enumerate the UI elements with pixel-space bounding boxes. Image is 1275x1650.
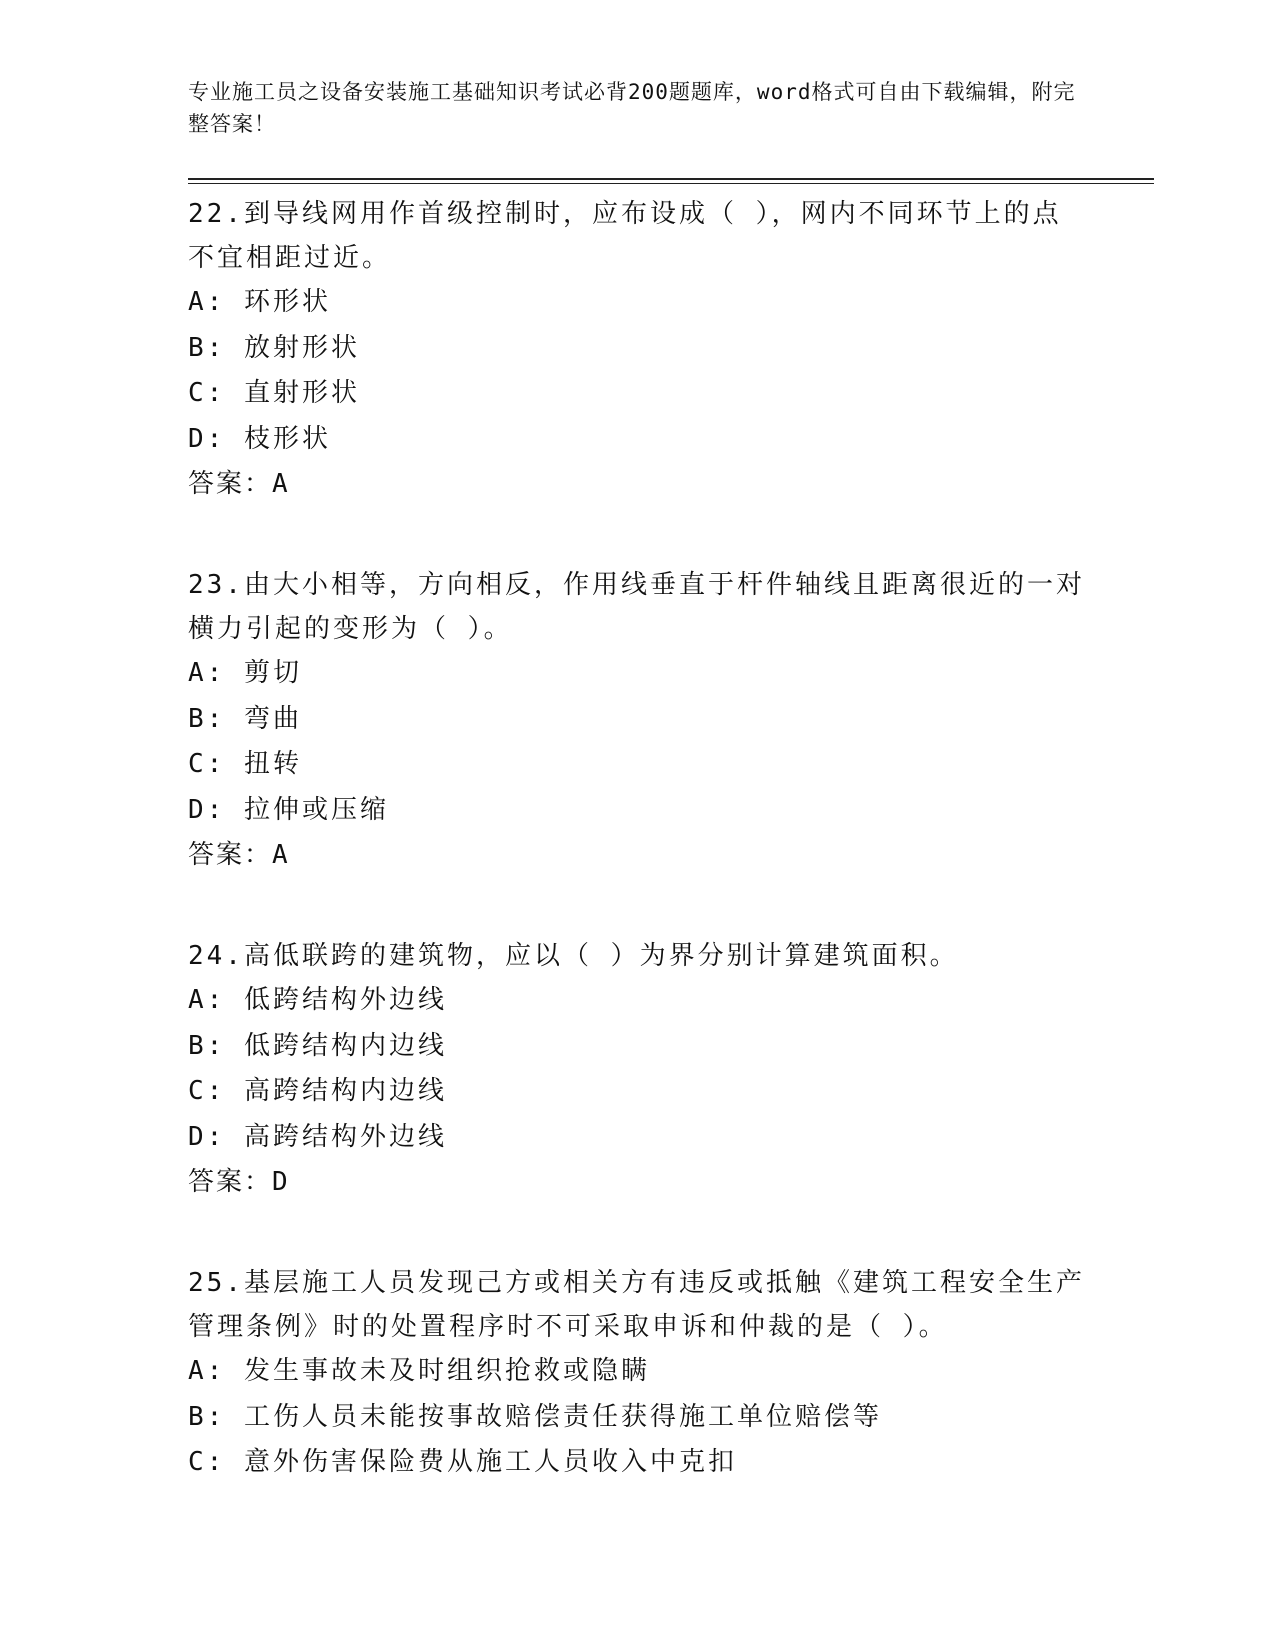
document-header [188, 76, 1088, 140]
option-b: B: 放射形状 [188, 332, 360, 363]
question-list [188, 188, 1088, 1486]
question-spacer [188, 1205, 1088, 1257]
option-c: C: 扭转 [188, 749, 302, 779]
question-stem: 25.基层施工人员发现己方或相关方有违反或抵触《建筑工程安全生产管理条例》时的处置程序时不可采取申诉和仲裁的是（ ）。 [188, 1268, 1085, 1342]
answer-value: A [272, 469, 290, 499]
question-stem: 23.由大小相等，方向相反，作用线垂直于杆件轴线且距离很近的一对横力引起的变形为（ ）。 [188, 570, 1085, 644]
header-title: 专业施工员之设备安装施工基础知识考试必背200题题库，word格式可自由下载编辑，附完整答案！ [188, 80, 1076, 136]
question-23 [188, 559, 1088, 878]
question-22 [188, 188, 1088, 507]
answer-label: 答案： [188, 840, 273, 870]
option-a: A: 发生事故未及时组织抢救或隐瞒 [188, 1356, 650, 1386]
option-c: C: 直射形状 [188, 378, 360, 408]
answer-label: 答案： [188, 1167, 273, 1197]
option-a: A: 低跨结构外边线 [188, 985, 447, 1015]
answer-label: 答案： [188, 469, 273, 499]
option-b: B: 工伤人员未能按事故赔偿责任获得施工单位赔偿等 [188, 1401, 882, 1432]
option-c: C: 意外伤害保险费从施工人员收入中克扣 [188, 1447, 737, 1477]
option-d: D: 拉伸或压缩 [188, 794, 389, 825]
question-25 [188, 1257, 1088, 1486]
header-divider-thin [188, 183, 1154, 184]
option-d: D: 枝形状 [188, 423, 331, 454]
question-spacer [188, 507, 1088, 559]
option-a: A: 环形状 [188, 287, 331, 317]
answer-value: A [272, 840, 290, 870]
option-b: B: 低跨结构内边线 [188, 1030, 447, 1061]
question-stem: 24.高低联跨的建筑物，应以（ ）为界分别计算建筑面积。 [188, 941, 959, 971]
answer-value: D [272, 1167, 290, 1197]
question-spacer [188, 878, 1088, 930]
option-a: A: 剪切 [188, 658, 302, 688]
answer-line [188, 833, 1088, 878]
answer-line [188, 1160, 1088, 1205]
answer-line [188, 462, 1088, 507]
option-b: B: 弯曲 [188, 703, 302, 734]
option-c: C: 高跨结构内边线 [188, 1076, 447, 1106]
option-d: D: 高跨结构外边线 [188, 1121, 447, 1152]
question-stem: 22.到导线网用作首级控制时，应布设成（ ），网内不同环节上的点不宜相距过近。 [188, 199, 1062, 273]
header-divider-thick [188, 178, 1154, 180]
question-24 [188, 930, 1088, 1205]
